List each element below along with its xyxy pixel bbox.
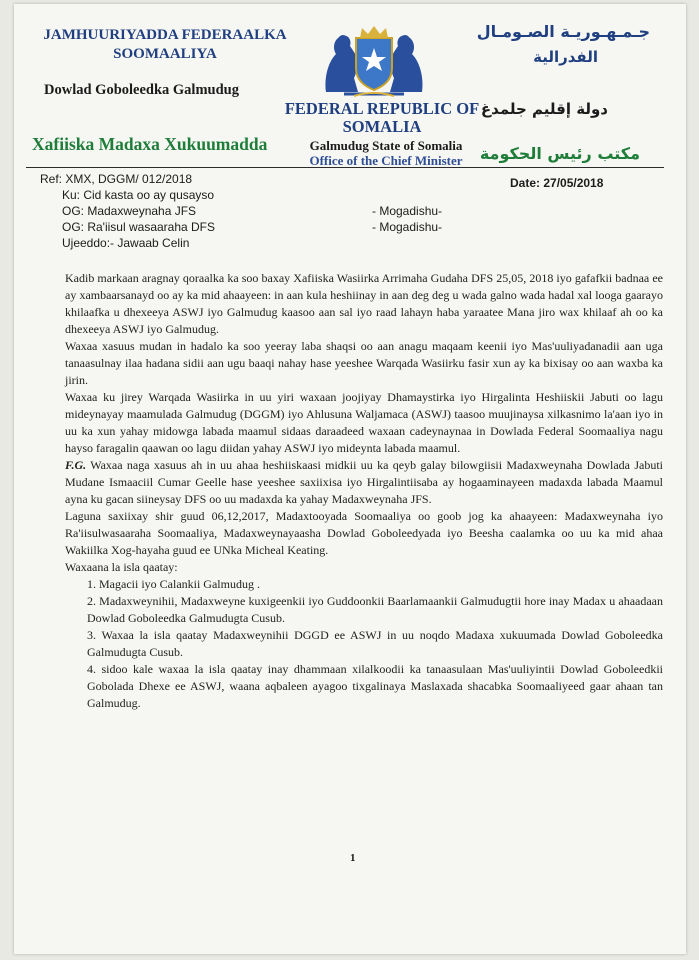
somali-office-name: Xafiiska Madaxa Xukuumadda — [32, 134, 268, 154]
arabic-state-name: دولة إقليم جلمدغ — [480, 100, 608, 118]
letter-page — [14, 4, 686, 954]
list-item: 2. Madaxweynihii, Madaxweyne kuxigeenkii iyo Guddoonkii Baarlamaankii Galmudugtii hore inay Madax u ahaadaan Dowlad Goboleedka Galmudugta Cusub. — [87, 594, 663, 625]
english-title — [282, 100, 482, 136]
english-office-name: Office of the Chief Minister — [309, 153, 463, 168]
list-item: 3. Waxaa la isla qaatay Madaxweynihii DGGD ee ASWJ in uu noqdo Madaxa xukuumada Dowlad Goboleedka Galmudugta Cusub. — [87, 628, 663, 659]
list-item: 4. sidoo kale waxaa la isla qaatay inay dhammaan xilalkoodii ka tanaasulaan Mas'uuliyintii Dowlad Goboleedkii Gobolada Dhexe ee ASWJ, waana aqbaleen ayagoo tixgalinaya Maslaxada shacabka Soomaaliyeed gaar ahaan tan Galmudug. — [87, 662, 663, 710]
subject-line: Ujeeddo:- Jawaab Celin — [62, 236, 190, 250]
english-title-line-1: FEDERAL REPUBLIC OF — [284, 99, 480, 118]
arabic-title-2: الفدرالية — [533, 48, 598, 66]
note-text: Waxaa naga xasuus ah in uu ahaa heshiiskaasi midkii uu ka qeyb galay bilowgiisii Madaxweynaha Dowlada Jabuti Mudane Ismaaciil Cumar Geelle hase yeeshee saxiixisa iyo Hirgalintiisaba ay hogaaminayeen madaxda labada Maamul ayna ku gacan siineysay DFS oo uu madaxda ka yahay Madaxweynaha JFS. — [65, 458, 663, 506]
somali-title — [30, 26, 300, 64]
body-paragraph: Waxaa xasuus mudan in hadalo ka soo yeeray laba shaqsi oo aan anagu maqaam keenii iyo Mas'uuliyadanadii aan uga tanaasulnay ilaa hadana sidii aan ugu baaqi nahay hase yeeshee Warqada Wasiirku fasir xun ay ka bixisay oo aan waxba ka jirin. — [65, 339, 663, 387]
addressee-label: Ku: Cid kasta oo ay qusayso — [62, 188, 215, 202]
body-paragraph: Waxaana la isla qaatay: — [65, 560, 178, 574]
letter-body — [65, 270, 663, 712]
addressee-place: - Mogadishu- — [372, 220, 443, 234]
body-paragraph: Kadib markaan aragnay qoraalka ka soo baxay Xafiiska Wasiirka Arrimaha Gudaha DFS 25,05, 2018 iyo gafafkii badnaa ee ay xambaarsanayd oo ay ka mid ahaayeen: in aan kula heshiinay in aan deg deg u wada galno wada hadal xal looga gaarayo khilaafka u dhexeeya ASWJ iyo Galmudug kaasoo aan sal iyo raad lahayn haba yaraatee Mana jiro wax khilaaf ah oo ka dhexeeya ASWJ iyo Galmudug. — [65, 271, 663, 336]
body-paragraph: Waxaa ku jirey Warqada Wasiirka in uu yiri waxaan joojiyay Dhamaystirka iyo Hirgalinta Heshiiskii Jabuti oo lagu mideynayay maamulada Galmudug (DGGM) iyo Ahlusuna Waljamaca (ASWJ) taasoo muujinaysa xilkasnimo la'aan iyo in uu ka xun yahay midowga labada maamul sidaas daraadeed waxaan cadeynaynaa in Dowlada Federal Soomaaliya nagu hayso faragalin qaawan oo lagu diidan yahay ASWJ iyo mideynta labada maamul. — [65, 390, 663, 455]
letter-date: Date: 27/05/2018 — [510, 176, 604, 190]
english-title-line-2: SOMALIA — [342, 117, 422, 136]
reference-number: Ref: XMX, DGGM/ 012/2018 — [40, 172, 193, 186]
somalia-coat-of-arms-icon — [314, 18, 434, 100]
addressee-place: - Mogadishu- — [372, 204, 443, 218]
addressee-label: OG: Madaxweynaha JFS — [62, 204, 197, 218]
addressee-label: OG: Ra'iisul wasaaraha DFS — [62, 220, 216, 234]
somali-title-line-2: SOOMAALIYA — [113, 46, 217, 62]
somali-title-line-1: JAMHUURIYADDA FEDERAALKA — [43, 27, 287, 43]
arabic-office-name: مكتب رئيس الحكومة — [479, 144, 640, 163]
english-subtitle — [296, 138, 476, 168]
body-paragraph — [65, 457, 663, 508]
body-paragraph: Laguna saxiixay shir guud 06,12,2017, Madaxtooyada Soomaaliya oo goob jog ka ahaayeen: Madaxweynaha iyo Ra'iisulwasaaraha Soomaaliya, Madaxweynayaasha Dowlad Goboleedyada iyo Beesha caalamka oo uu ka mid ahaa Wakiilka Xog-hayaha guud ee UNka Micheal Keating. — [65, 509, 663, 557]
english-state-name: Galmudug State of Somalia — [309, 138, 463, 153]
arabic-title: جـمـهـوريـة الصـومـال — [476, 22, 650, 41]
list-item: 1. Magacii iyo Calankii Galmudug . — [87, 577, 260, 591]
page-number: 1 — [350, 852, 356, 864]
note-prefix: F.G. — [65, 458, 87, 472]
header-divider — [26, 167, 664, 168]
somali-state-name: Dowlad Goboleedka Galmudug — [44, 82, 239, 98]
